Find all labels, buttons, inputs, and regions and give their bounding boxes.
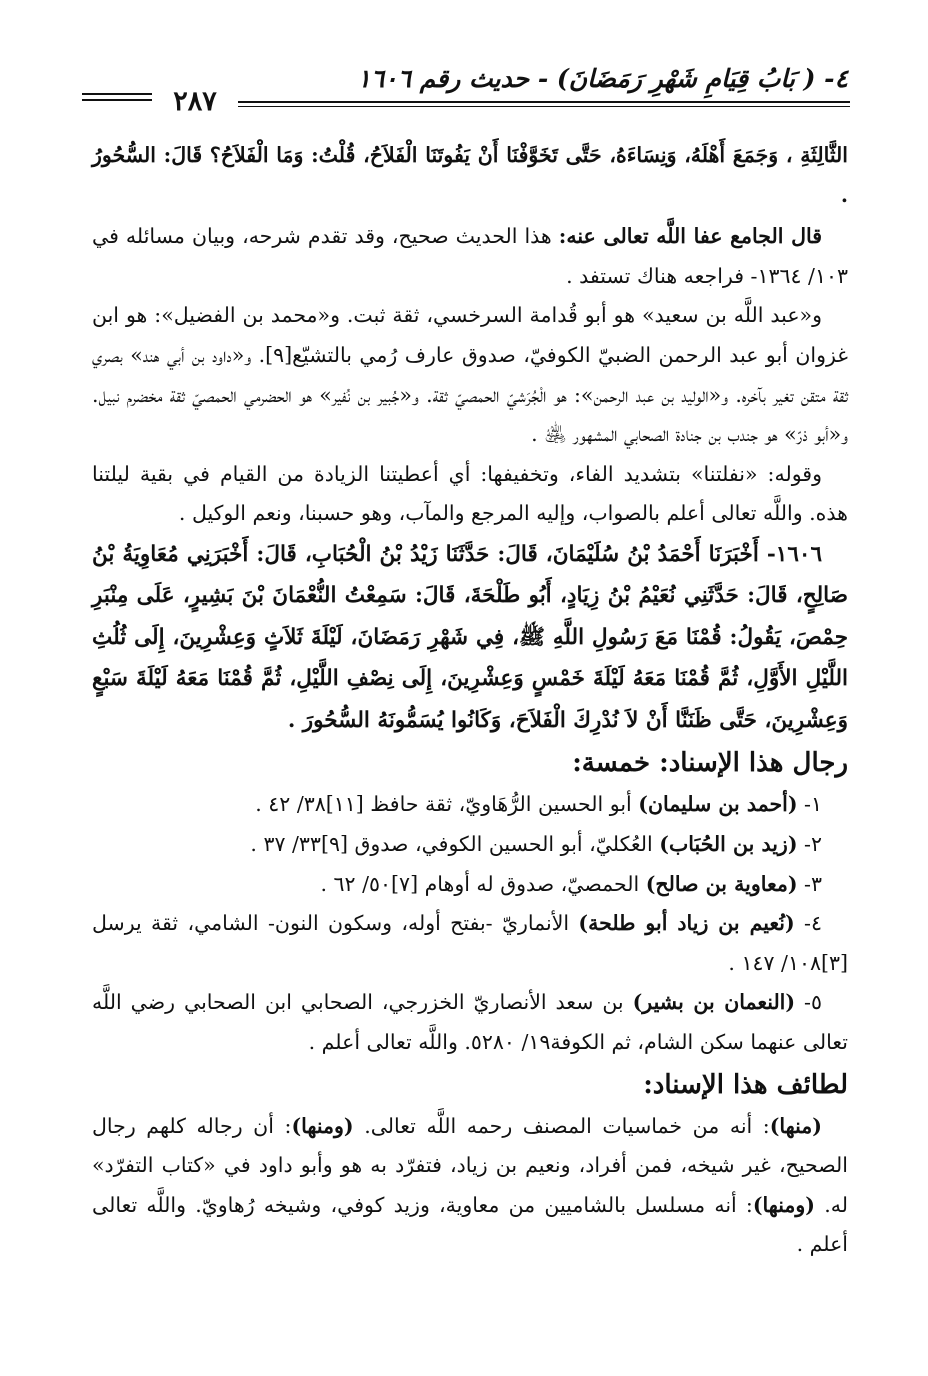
rijal-name: (معاوية بن صالح)	[645, 871, 798, 896]
rijal-number: ٣-	[797, 871, 822, 896]
page-number: ٢٨٧	[173, 86, 217, 117]
rijal-name: (النعمان بن بشير)	[632, 990, 796, 1015]
explanation-paragraph	[92, 455, 848, 534]
header-rule	[238, 101, 850, 107]
hadith-1606	[92, 534, 848, 742]
rijal-details: أبو الحسين الرُّهَاويّ، ثقة حافظ [١١]٣٨/ ٤٢ .	[255, 792, 639, 817]
commentary-paragraph	[92, 217, 848, 296]
rijal-item	[92, 983, 848, 1062]
chapter-title: ٤- ( بَابُ قِيَامِ شَهْرِ رَمَضَانَ) - حديث رقم ١٦٠٦	[357, 64, 848, 93]
rijal-number: ٢-	[797, 832, 822, 857]
rijal-number: ٥-	[795, 990, 822, 1015]
rijal-details: بن سعد الأنصاريّ الخزرجي، الصحابي ابن الصحابي رضي اللَّه تعالى عنهما سكن الشام، ثم الكوفة١٩/ ٥٢٨٠. واللَّه تعالى أعلم .	[92, 990, 848, 1054]
rijal-details: العُكليّ، أبو الحسين الكوفي، صدوق [٩]٣٣/ ٣٧ .	[250, 832, 660, 857]
page-number-ornament	[82, 93, 152, 109]
lataif-marker: (منها)	[769, 1113, 822, 1138]
body-text	[92, 136, 848, 1265]
lataif-paragraph	[92, 1107, 848, 1265]
explanation-text: وقوله: «نفلتنا» بتشديد الفاء، وتخفيفها: أي أعطيتنا الزيادة من القيام في بقية ليلتنا هذه. واللَّه تعالى أعلم بالصواب، وإليه المرجع والمآب، وهو حسبنا، ونعم الوكيل .	[92, 461, 848, 526]
rijal-name: (نُعيم بن زياد أبو طلحة)	[578, 911, 795, 936]
rijal-number: ١-	[797, 792, 822, 817]
lataif-text: : أنه مسلسل بالشاميين من معاوية، وزيد كوفي، وشيخه رُهاويّ. واللَّه تعالى أعلم .	[92, 1192, 848, 1257]
lataif-text: : أنه من خماسيات المصنف رحمه اللَّه تعالى.	[353, 1113, 770, 1138]
lataif-marker: (ومنها)	[752, 1192, 816, 1217]
narrators-paragraph	[92, 296, 848, 454]
hadith-continuation: الثَّالِثَةِ ، وَجَمَعَ أَهْلَهُ، وَنِسَاءَهُ، حَتَّى تَخَوَّفْنَا أَنْ يَفُوتَنَا الْفَلاَحُ، قُلْتُ: وَمَا الْفَلاَحُ؟ قَالَ: السُّحُورُ .	[92, 143, 848, 207]
rijal-details: الحمصيّ، صدوق له أوهام [٧]٥٠/ ٦٢ .	[320, 871, 646, 896]
lataif-text: : أن رجاله كلهم رجال الصحيح، غير شيخه، فمن أفراد، ونعيم بن زياد، فتفرّد به هو وأبو داود في «كتاب التفرّد» له.	[92, 1113, 848, 1217]
narrators-text: و«عبد اللَّه بن سعيد» هو أبو قُدامة السرخسي، ثقة ثبت. و«محمد بن الفضيل»: هو ابن غزوان أبو عبد الرحمن الضبيّ الكوفيّ، صدوق عارف رُمي بالتشيّع[٩]. و«داود بن أبي هند» بصري ثقة متقن تغير بآخره. و«الوليد بن عبد الرحمن»: هو الْجُرَشيّ الحمصيّ ثقة. و«جُبير بن نُفير» هو الحضرمي الحمصيّ ثقة مخضرم نبيل. و«أبو ذرّ» هو جندب بن جنادة الصحابي المشهور ﵁ .	[92, 303, 848, 447]
rijal-item	[92, 865, 848, 905]
lataif-heading: لطائف هذا الإسناد:	[643, 1069, 848, 1100]
rijal-item	[92, 785, 848, 825]
rijal-number: ٤-	[794, 911, 822, 936]
rijal-details: الأنماريّ -بفتح أوله، وسكون النون- الشامي، ثقة يرسل [٣]١٠٨/ ١٤٧ .	[92, 911, 848, 975]
rijal-heading: رجال هذا الإسناد: خمسة:	[572, 748, 848, 779]
hadith-text: ١٦٠٦- أَخْبَرَنَا أَحْمَدُ بْنُ سُلَيْمَانَ، قَالَ: حَدَّثَنَا زَيْدُ بْنُ الْحُبَابِ، قَالَ: أَخْبَرَنِي مُعَاوِيَةُ بْنُ صَالِحٍ، قَالَ: حَدَّثَنِي نُعَيْمُ بْنُ زِيَادٍ، أَبُو طَلْحَةَ، قَالَ: سَمِعْتُ النُّعْمَانَ بْنَ بَشِيرٍ، عَلَى مِنْبَرِ حِمْصَ، يَقُولُ: قُمْنَا مَعَ رَسُولِ اللَّهِ ﷺ، فِي شَهْرِ رَمَضَانَ، لَيْلَةَ ثَلاَثٍ وَعِشْرِينَ، إِلَى ثُلُثِ اللَّيْلِ الأَوَّلِ، ثُمَّ قُمْنَا مَعَهُ لَيْلَةَ خَمْسٍ وَعِشْرِينَ، إِلَى نِصْفِ اللَّيْلِ، ثُمَّ قُمْنَا مَعَهُ لَيْلَةَ سَبْعٍ وَعِشْرِينَ، حَتَّى ظَنَنَّا أَنْ لاَ نُدْرِكَ الْفَلاَحَ، وَكَانُوا يُسَمُّونَهُ السُّحُورَ .	[92, 541, 848, 733]
commentary-lead: قال الجامع عفا اللَّه تعالى عنه:	[558, 224, 823, 249]
lataif-marker: (ومنها)	[291, 1113, 354, 1138]
commentary-text: هذا الحديث صحيح، وقد تقدم شرحه، وبيان مسائله في ١٠٣/ ١٣٦٤- فراجعه هناك تستفد .	[92, 224, 848, 288]
rijal-item	[92, 904, 848, 983]
rijal-name: (زيد بن الحُبَاب)	[659, 832, 798, 857]
rijal-item	[92, 825, 848, 865]
rijal-name: (أحمد بن سليمان)	[638, 792, 798, 817]
